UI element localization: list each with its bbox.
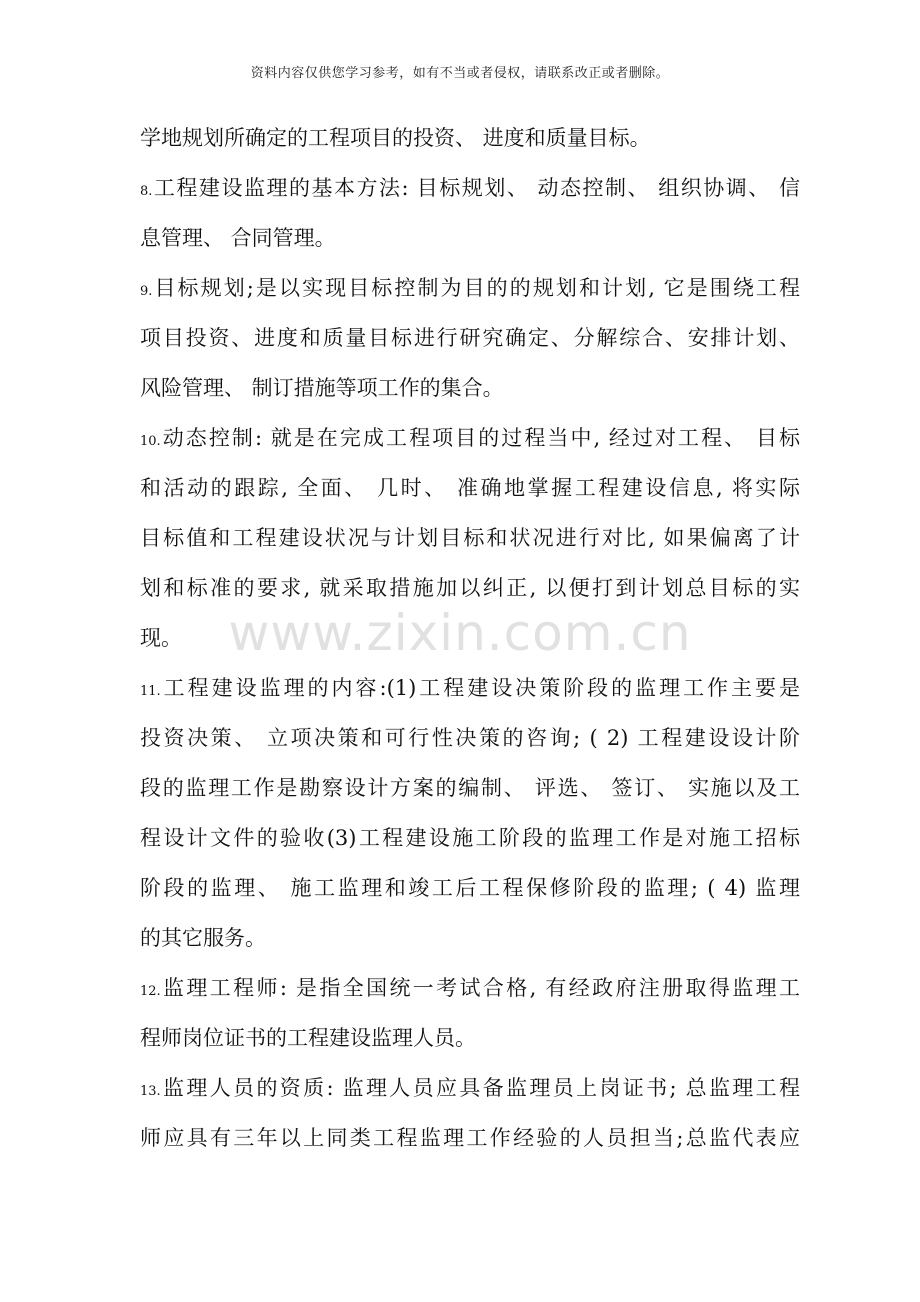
text-line [140, 174, 800, 206]
header-disclaimer: 资料内容仅供您学习参考，如有不当或者侵权，请联系改正或者删除。 [250, 66, 670, 81]
text-line [140, 824, 800, 852]
line-text: 目标值和工程建设状况与计划目标和状况进行对比, 如果偏离了计 [140, 526, 800, 550]
text-line [140, 774, 800, 802]
line-text: 动态控制: 就是在完成工程项目的过程当中, 经过对工程、 目标 [160, 426, 800, 450]
line-text: 现。 [140, 626, 182, 650]
watermark: www.zixin.com.cn [228, 604, 692, 662]
item-number: 12. [140, 984, 161, 999]
item-number: 13. [140, 1084, 161, 1099]
text-line [140, 674, 800, 706]
line-text: 和活动的跟踪, 全面、 几时、 准确地掌握工程建设信息, 将实际 [140, 476, 800, 500]
text-line [140, 524, 800, 552]
text-line [140, 324, 800, 352]
line-text: 程设计文件的验收(3)工程建设施工阶段的监理工作是对施工招标 [140, 826, 800, 850]
line-text: 监理工程师: 是指全国统一考试合格, 有经政府注册取得监理工 [160, 976, 800, 1000]
line-text: 目标规划;是以实现目标控制为目的的规划和计划, 它是围绕工程 [152, 276, 800, 300]
line-text: 划和标准的要求, 就采取措施加以纠正, 以便打到计划总目标的实 [140, 576, 800, 600]
line-text: 学地规划所确定的工程项目的投资、 进度和质量目标。 [140, 126, 651, 150]
text-line [140, 574, 800, 602]
item-number: 9. [140, 284, 153, 299]
line-text: 师应具有三年以上同类工程监理工作经验的人员担当;总监代表应 [140, 1126, 800, 1150]
line-text: 投资决策、 立项决策和可行性决策的咨询; ( 2) 工程建设设计阶 [140, 726, 800, 750]
text-line [140, 1024, 800, 1052]
item-number: 8. [140, 184, 153, 199]
item-number: 11. [140, 684, 161, 699]
line-text: 监理人员的资质: 监理人员应具备监理员上岗证书; 总监理工程 [160, 1076, 800, 1100]
text-line [140, 874, 800, 902]
text-line [140, 724, 800, 752]
line-text: 项目投资、进度和质量目标进行研究确定、分解综合、安排计划、 [140, 326, 800, 350]
text-line [140, 1124, 800, 1152]
text-line [140, 224, 800, 252]
line-text: 段的监理工作是勘察设计方案的编制、 评选、 签订、 实施以及工 [140, 776, 800, 800]
item-number: 10. [140, 434, 161, 449]
line-text: 程师岗位证书的工程建设监理人员。 [140, 1026, 476, 1050]
text-line [140, 424, 800, 456]
text-line [140, 1074, 800, 1106]
text-line [140, 924, 800, 952]
line-text: 风险管理、 制订措施等项工作的集合。 [140, 376, 504, 400]
line-text: 息管理、 合同管理。 [140, 226, 336, 250]
line-text: 阶段的监理、 施工监理和竣工后工程保修阶段的监理; ( 4) 监理 [140, 876, 800, 900]
text-line [140, 974, 800, 1006]
text-line [140, 124, 800, 152]
line-text: 工程建设监理的基本方法: 目标规划、 动态控制、 组织协调、 信 [152, 176, 800, 200]
line-text: 工程建设监理的内容:(1)工程建设决策阶段的监理工作主要是 [160, 676, 800, 700]
text-line [140, 274, 800, 306]
text-line [140, 374, 800, 402]
text-line [140, 474, 800, 502]
line-text: 的其它服务。 [140, 926, 266, 950]
